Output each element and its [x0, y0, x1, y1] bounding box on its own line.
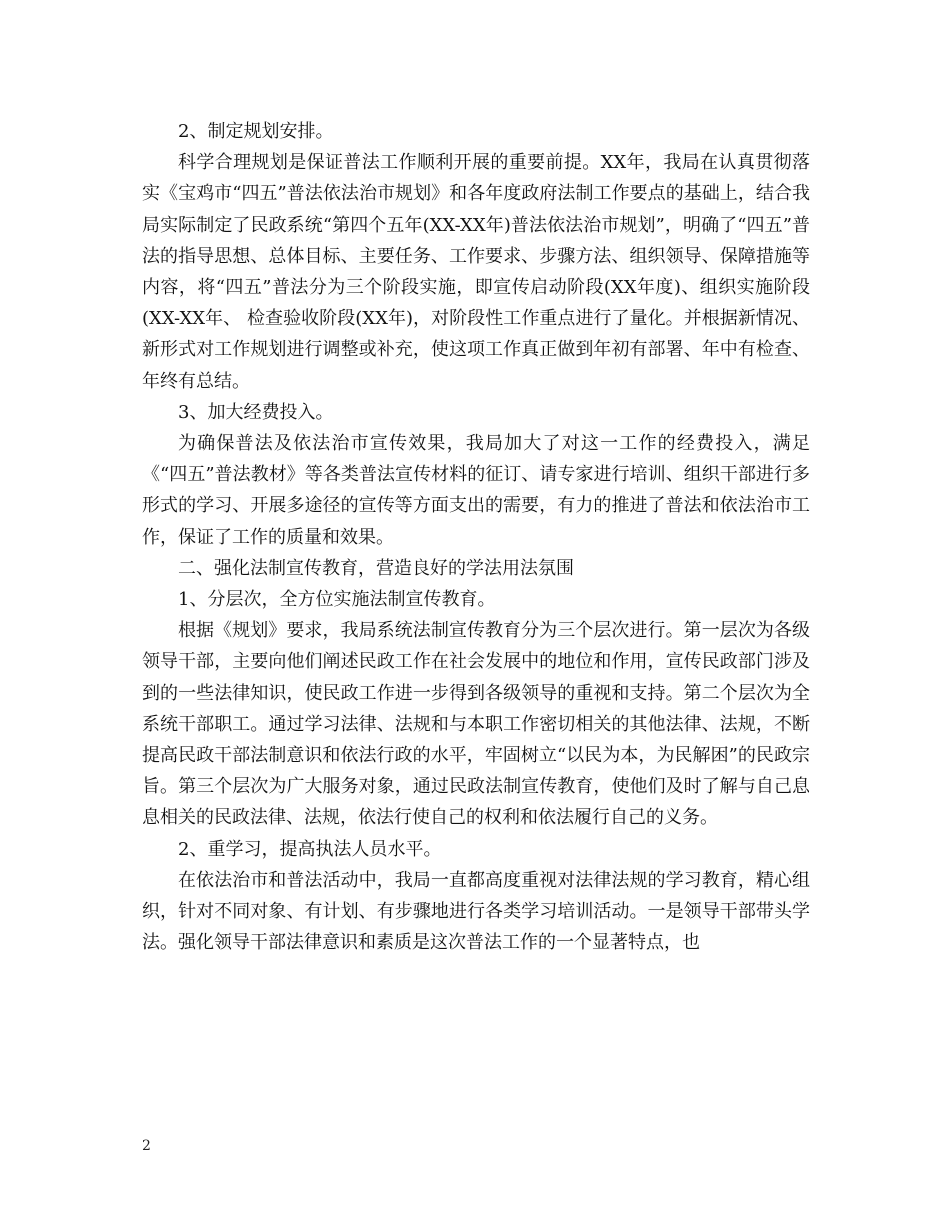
paragraph-funding: 为确保普法及依法治市宣传效果，我局加大了对这一工作的经费投入，满足《“四五”普法教材》等各类普法宣传材料的征订、请专家进行培训、组织干部进行多形式的学习、开展多途径的宣传等方面支出的需要，有力的推进了普法和依法治市工作，保证了工作的质量和效果。	[142, 433, 810, 548]
section-heading-publicity: 二、强化法制宣传教育，营造良好的学法用法氛围	[178, 557, 574, 579]
paragraph-study: 在依法治市和普法活动中，我局一直都高度重视对法律法规的学习教育，精心组织，针对不同对象、有计划、有步骤地进行各类学习培训活动。一是领导干部带头学法。强化领导干部法律意识和素质是这次普法工作的一个显著特点，也	[142, 869, 810, 954]
subheading-planning: 2、制定规划安排。	[178, 121, 334, 142]
paragraph-layered-education: 根据《规划》要求，我局系统法制宣传教育分为三个层次进行。第一层次为各级领导干部，主要向他们阐述民政工作在社会发展中的地位和作用，宣传民政部门涉及到的一些法律知识，使民政工作进一步得到各级领导的重视和支持。第二个层次为全系统干部职工。通过学习法律、法规和与本职工作密切相关的其他法律、法规，不断提高民政干部法制意识和依法行政的水平，牢固树立“以民为本，为民解困”的民政宗旨。第三个层次为广大服务对象，通过民政法制宣传教育，使他们及时了解与自己息息相关的民政法律、法规，依法行使自己的权利和依法履行自己的义务。	[142, 620, 810, 829]
subheading-funding: 3、加大经费投入。	[178, 401, 334, 423]
subheading-layered-education: 1、分层次，全方位实施法制宣传教育。	[178, 589, 496, 611]
paragraph-planning: 科学合理规划是保证普法工作顺利开展的重要前提。XX年，我局在认真贯彻落实《宝鸡市“四五”普法依法治市规划》和各年度政府法制工作要点的基础上，结合我局实际制定了民政系统“第四个五年(XX-XX年)普法依法治市规划”，明确了“四五”普法的指导思想、总体目标、主要任务、工作要求、步骤方法、组织领导、保障措施等内容，将“四五”普法分为三个阶段实施，即宣传启动阶段(XX年度)、组织实施阶段(XX-XX年、 检查验收阶段(XX年)，对阶段性工作重点进行了量化。并根据新情况、新形式对工作规划进行调整或补充，使这项工作真正做到年初有部署、年中有检查、年终有总结。	[142, 152, 810, 392]
subheading-study: 2、重学习，提高执法人员水平。	[178, 838, 442, 860]
page-number: 2	[142, 1138, 151, 1154]
document-body	[142, 116, 810, 958]
